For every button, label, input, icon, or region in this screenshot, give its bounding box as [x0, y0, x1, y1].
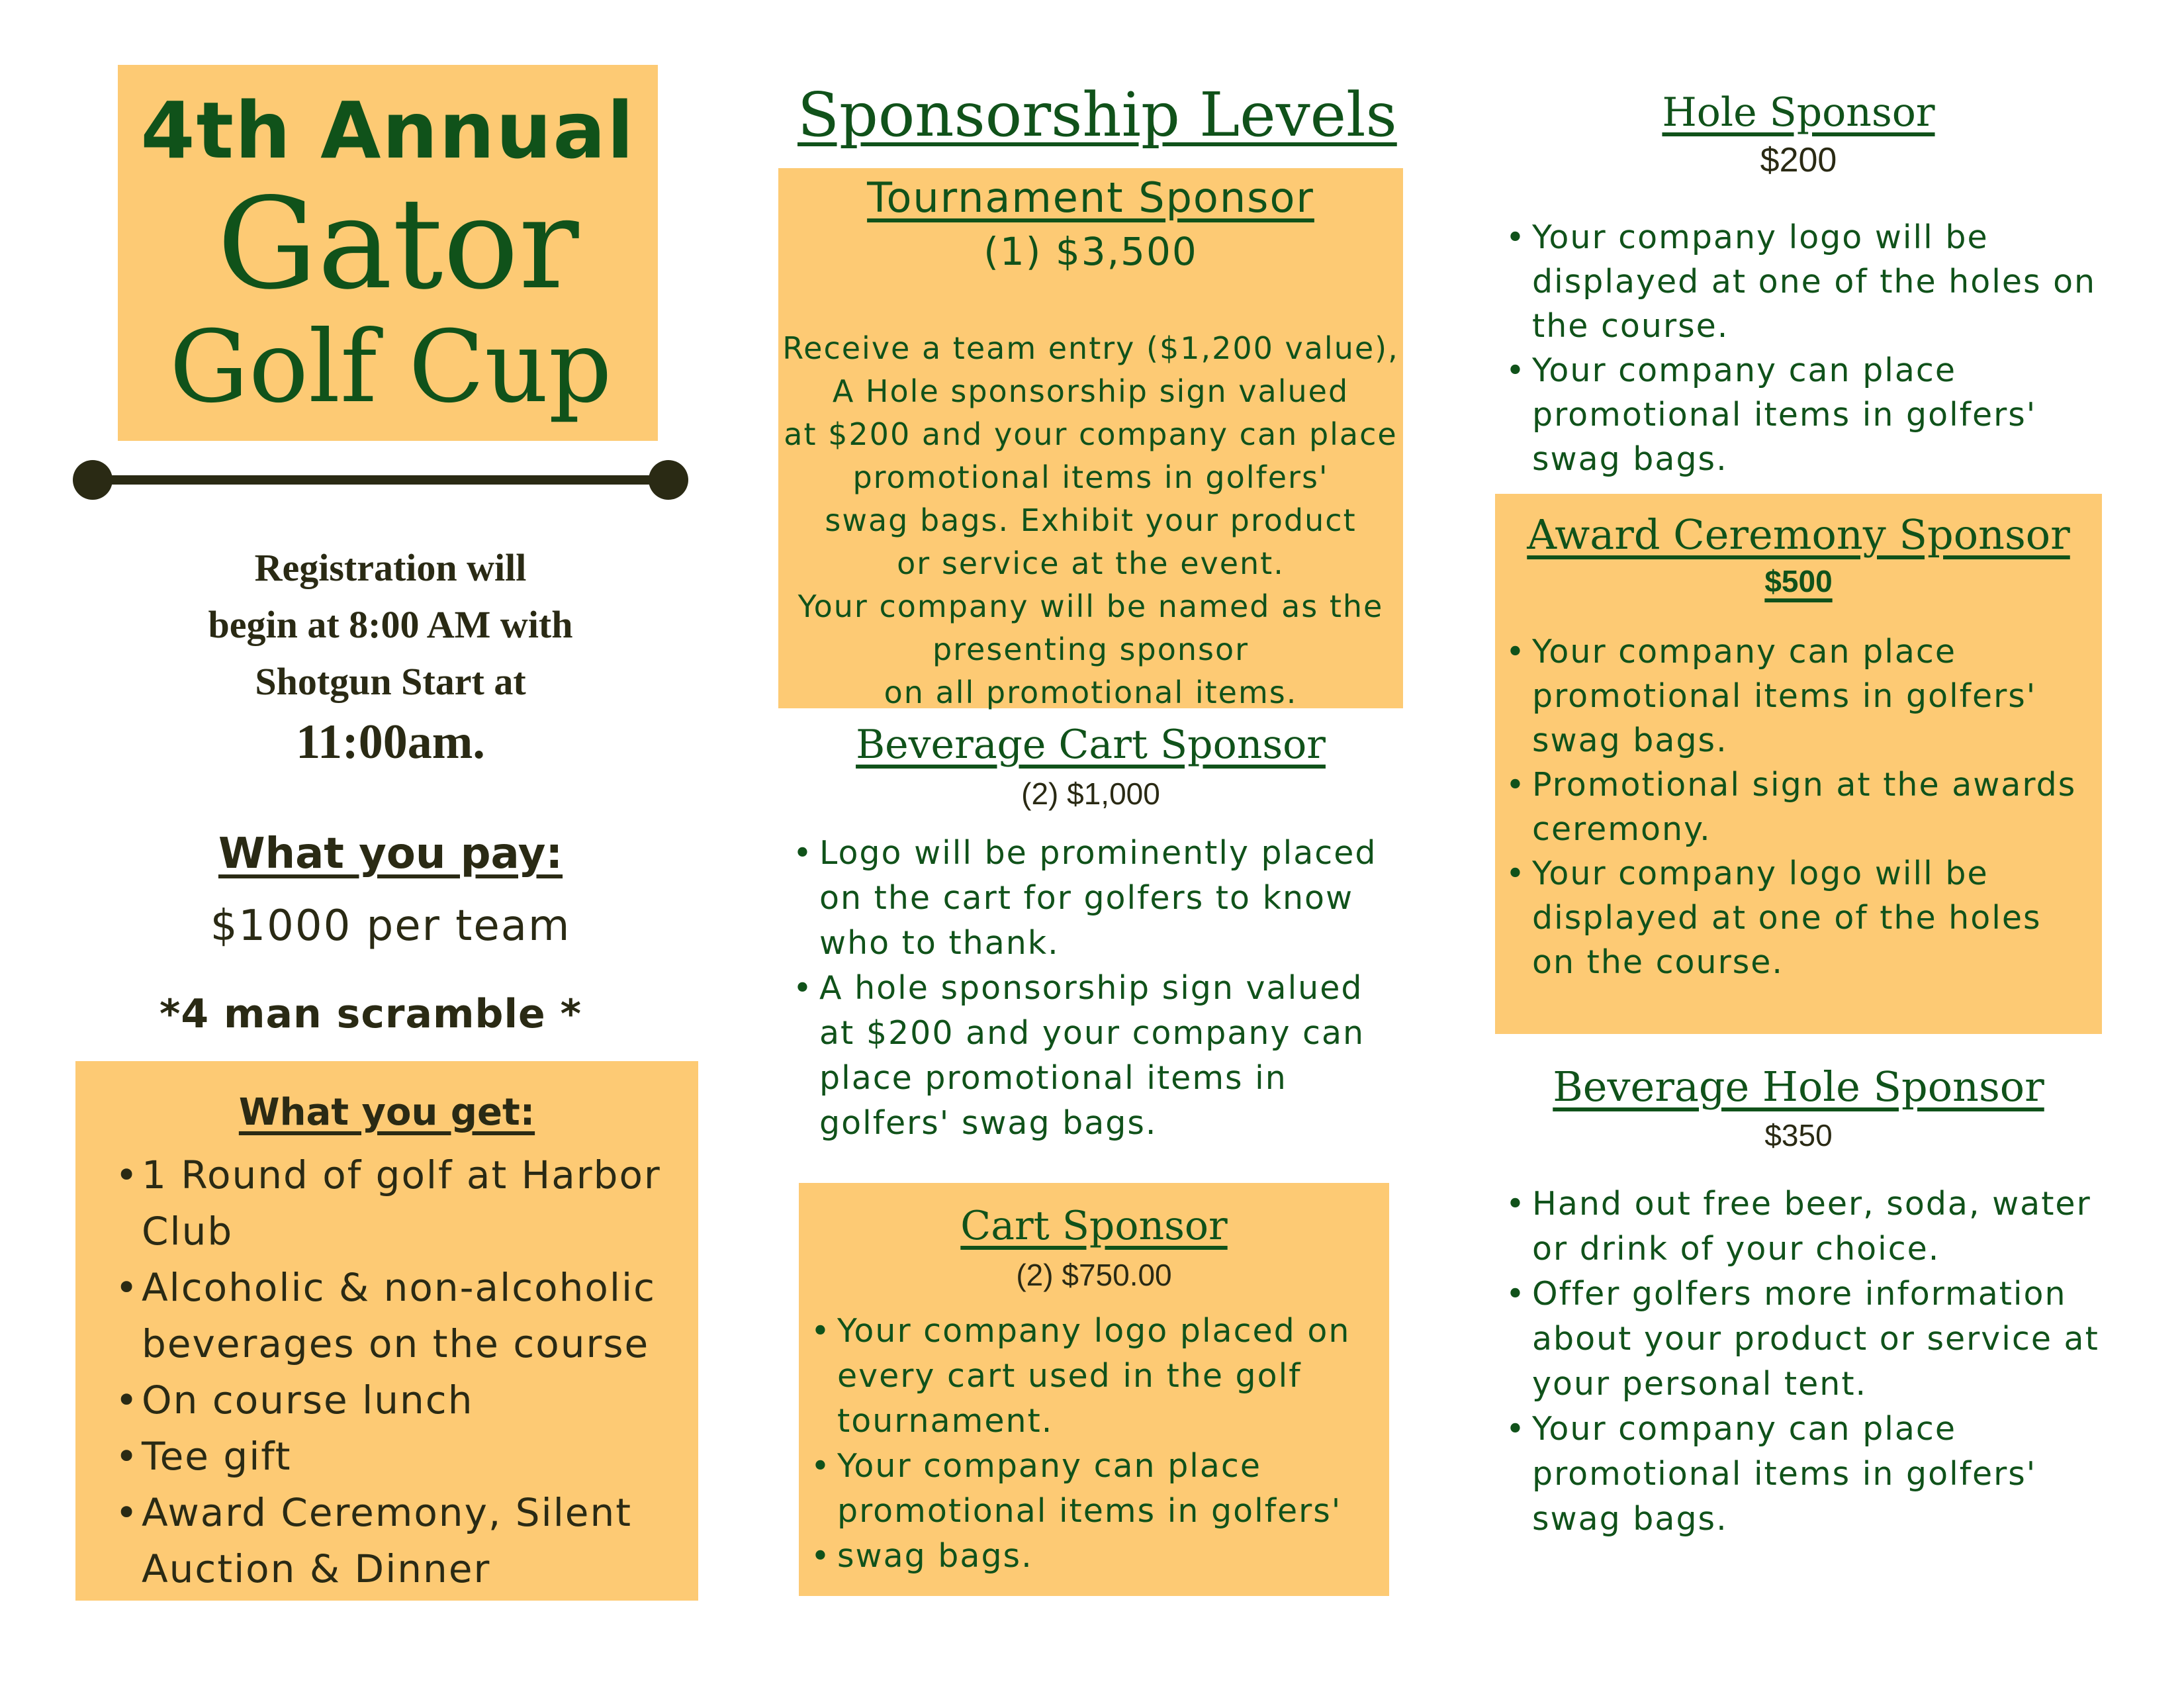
list-item: • Your company can place promotional items in golfers' swag bags.	[1532, 630, 2095, 763]
format-note: *4 man scramble *	[159, 991, 582, 1037]
award-ceremony-sponsor-title: Award Ceremony Sponsor	[1527, 510, 2070, 559]
description-line: Your company will be named as the	[797, 588, 1384, 624]
event-name-golf-cup: Golf Cup	[169, 310, 612, 425]
what-you-pay-heading: What you pay:	[218, 829, 563, 878]
beverage-hole-sponsor-title: Beverage Hole Sponsor	[1553, 1062, 2044, 1111]
beverage-hole-sponsor-benefits	[1532, 1182, 2101, 1542]
list-item: • Hand out free beer, soda, water or drink of your choice.	[1532, 1182, 2101, 1272]
list-item: • Logo will be prominently placed on the cart for golfers to know who to thank.	[819, 831, 1402, 966]
registration-line: Registration will	[254, 546, 527, 589]
event-edition: 4th Annual	[140, 85, 635, 176]
decorative-divider	[73, 460, 688, 500]
list-item: • Your company can place promotional items in golfers' swag bags.	[1532, 348, 2101, 481]
tournament-sponsor-price: (1) $3,500	[983, 229, 1198, 274]
beverage-cart-sponsor-title: Beverage Cart Sponsor	[856, 722, 1326, 768]
cart-sponsor-price: (2) $750.00	[1016, 1258, 1172, 1292]
cart-sponsor-benefits	[837, 1309, 1387, 1579]
tournament-sponsor-title: Tournament Sponsor	[867, 173, 1314, 222]
list-item: • 1 Round of golf at Harbor Club	[142, 1147, 691, 1260]
description-line: on all promotional items.	[884, 675, 1298, 710]
description-line: or service at the event.	[897, 545, 1285, 581]
list-item: • swag bags.	[837, 1534, 1387, 1579]
divider-dot-left-icon	[73, 460, 113, 500]
list-item: • Your company logo will be displayed at one of the holes on the course.	[1532, 215, 2101, 348]
hole-sponsor-benefits	[1532, 215, 2101, 481]
shotgun-start-time: 11:00am.	[296, 715, 485, 769]
award-ceremony-sponsor-price: $500	[1764, 564, 1833, 598]
description-line: Receive a team entry ($1,200 value),	[782, 330, 1399, 366]
description-line: presenting sponsor	[932, 632, 1250, 667]
what-you-get-list	[142, 1147, 691, 1597]
hole-sponsor-title: Hole Sponsor	[1662, 89, 1935, 136]
list-item: • Alcoholic & non-alcoholic beverages on the course	[142, 1260, 691, 1372]
list-item: • Your company logo placed on every cart used in the golf tournament.	[837, 1309, 1387, 1444]
list-item: • On course lunch	[142, 1372, 691, 1429]
cart-sponsor-box	[799, 1183, 1389, 1596]
list-item: • Tee gift	[142, 1429, 691, 1485]
list-item: • Your company can place promotional items in golfers' swag bags.	[1532, 1407, 2101, 1542]
list-item: • Award Ceremony, Silent Auction & Dinner	[142, 1485, 691, 1597]
list-item: • Offer golfers more information about your product or service at your personal tent.	[1532, 1272, 2101, 1407]
divider-line	[93, 475, 668, 485]
event-title-box	[118, 65, 658, 441]
beverage-hole-sponsor-price: $350	[1764, 1118, 1833, 1152]
list-item: • Your company logo will be displayed at one of the holes on the course.	[1532, 851, 2095, 984]
list-item: • Your company can place promotional items in golfers'	[837, 1444, 1387, 1534]
tournament-sponsor-description	[778, 327, 1403, 714]
description-line: swag bags. Exhibit your product	[825, 502, 1357, 538]
list-item: • A hole sponsorship sign valued at $200 and your company can place promotional items in golfers' swag bags.	[819, 966, 1402, 1146]
beverage-cart-sponsor-benefits	[819, 831, 1402, 1146]
description-line: promotional items in golfers'	[852, 459, 1329, 495]
award-ceremony-sponsor-benefits	[1532, 630, 2095, 984]
registration-info	[73, 539, 708, 774]
what-you-get-box	[75, 1061, 698, 1601]
beverage-cart-sponsor-price: (2) $1,000	[1021, 776, 1160, 811]
description-line: A Hole sponsorship sign valued	[832, 373, 1349, 409]
description-line: at $200 and your company can place	[784, 416, 1398, 452]
hole-sponsor-price: $200	[1760, 141, 1837, 179]
event-name-gator: Gator	[217, 171, 579, 317]
sponsorship-levels-heading: Sponsorship Levels	[797, 79, 1397, 150]
registration-line: begin at 8:00 AM with	[208, 603, 573, 646]
team-price: $1000 per team	[210, 902, 571, 951]
award-ceremony-sponsor-box	[1495, 494, 2102, 1034]
what-you-get-heading: What you get:	[238, 1091, 535, 1134]
divider-dot-right-icon	[649, 460, 688, 500]
tournament-sponsor-box	[778, 168, 1403, 708]
cart-sponsor-title: Cart Sponsor	[960, 1203, 1228, 1249]
list-item: • Promotional sign at the awards ceremony.	[1532, 763, 2095, 851]
registration-line: Shotgun Start at	[255, 660, 526, 703]
